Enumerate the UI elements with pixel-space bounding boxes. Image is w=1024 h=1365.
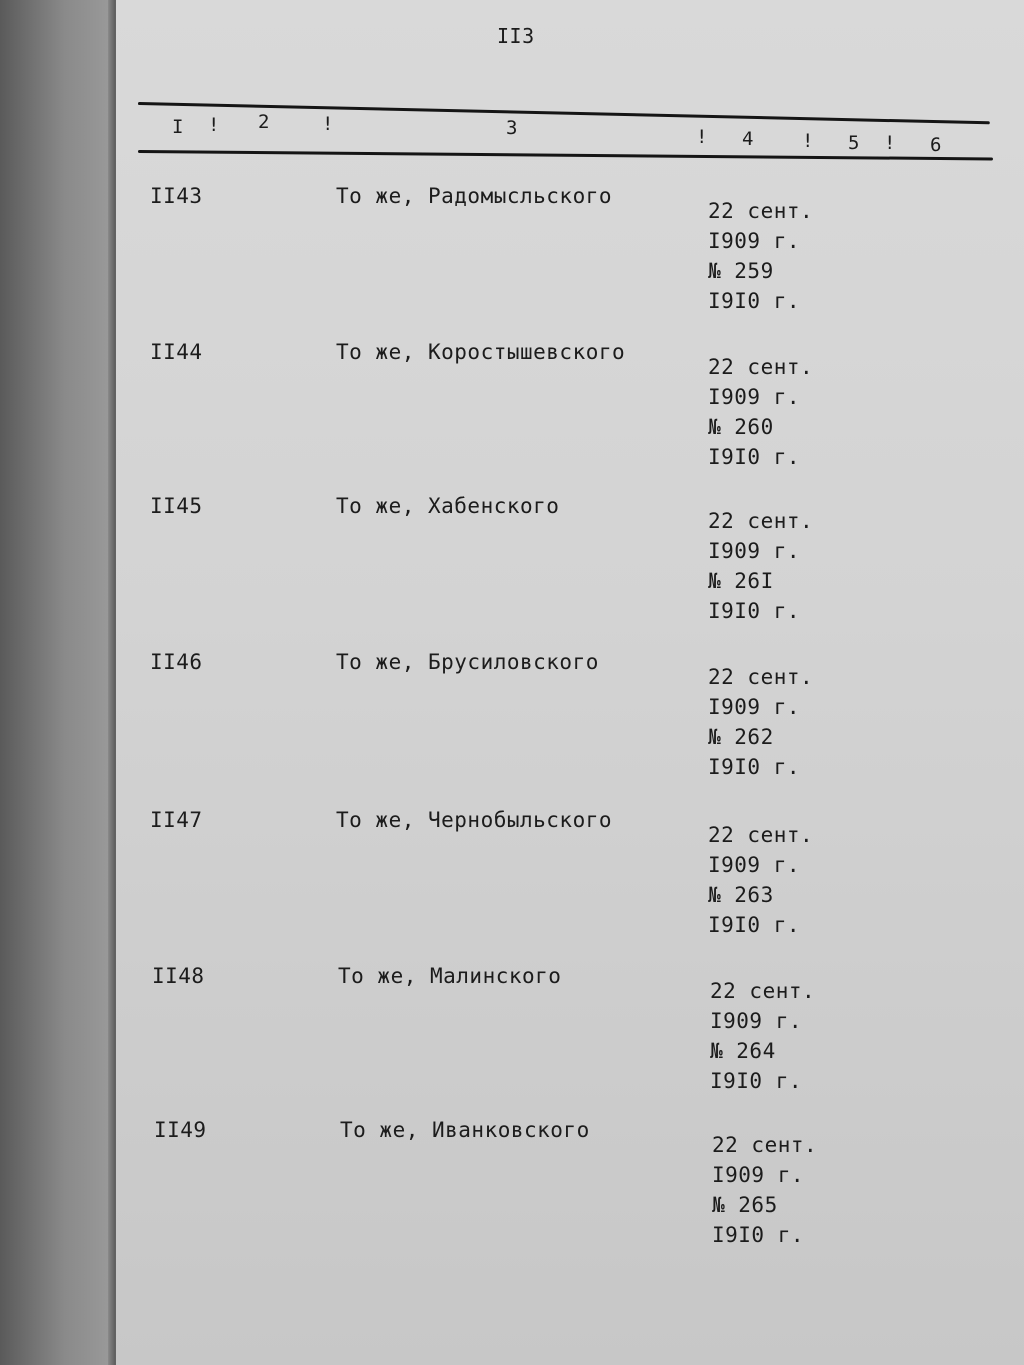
- header-col-6: 6: [930, 134, 942, 156]
- row-doc-number: № 260: [708, 415, 774, 439]
- row-number: II47: [150, 808, 203, 832]
- row-date-block: [708, 662, 813, 782]
- header-separator: !: [208, 114, 220, 136]
- row-description: То же, Малинского: [338, 964, 562, 988]
- row-end-year: I9I0 г.: [712, 1223, 805, 1247]
- header-separator: !: [322, 113, 334, 135]
- row-year: I909 г.: [708, 853, 801, 877]
- header-col-5: 5: [848, 132, 860, 154]
- row-date-block: [710, 976, 815, 1096]
- row-year: I909 г.: [712, 1163, 805, 1187]
- header-col-3: 3: [506, 117, 518, 139]
- row-doc-number: № 263: [708, 883, 774, 907]
- row-year: I909 г.: [708, 385, 801, 409]
- header-separator: !: [884, 132, 896, 154]
- row-end-year: I9I0 г.: [708, 913, 801, 937]
- row-date-block: [708, 506, 813, 626]
- row-date: 22 сент.: [708, 509, 814, 533]
- row-date: 22 сент.: [708, 199, 814, 223]
- row-date-block: [708, 820, 813, 940]
- row-description: То же, Брусиловского: [336, 650, 599, 674]
- row-description: То же, Чернобыльского: [336, 808, 613, 832]
- row-number: II48: [152, 964, 205, 988]
- row-date: 22 сент.: [708, 355, 814, 379]
- row-description: То же, Радомысльского: [336, 184, 613, 208]
- row-number: II49: [154, 1118, 207, 1142]
- row-number: II44: [150, 340, 203, 364]
- row-number: II46: [150, 650, 203, 674]
- row-doc-number: № 26I: [708, 569, 774, 593]
- row-doc-number: № 265: [712, 1193, 778, 1217]
- header-separator: !: [696, 126, 708, 148]
- row-doc-number: № 262: [708, 725, 774, 749]
- row-date: 22 сент.: [710, 979, 816, 1003]
- row-date: 22 сент.: [712, 1133, 818, 1157]
- facing-page: [0, 0, 118, 1365]
- row-doc-number: № 259: [708, 259, 774, 283]
- row-date-block: [712, 1130, 817, 1250]
- row-end-year: I9I0 г.: [708, 755, 801, 779]
- row-date-block: [708, 352, 813, 472]
- row-year: I909 г.: [708, 695, 801, 719]
- row-year: I909 г.: [708, 229, 801, 253]
- header-col-4: 4: [742, 128, 754, 150]
- row-end-year: I9I0 г.: [708, 445, 801, 469]
- row-year: I909 г.: [708, 539, 801, 563]
- row-number: II45: [150, 494, 203, 518]
- header-col-1: I: [172, 116, 184, 138]
- row-doc-number: № 264: [710, 1039, 776, 1063]
- row-date: 22 сент.: [708, 665, 814, 689]
- row-year: I909 г.: [710, 1009, 803, 1033]
- header-separator: !: [802, 130, 814, 152]
- row-end-year: I9I0 г.: [710, 1069, 803, 1093]
- row-number: II43: [150, 184, 203, 208]
- row-end-year: I9I0 г.: [708, 289, 801, 313]
- row-description: То же, Хабенского: [336, 494, 560, 518]
- header-col-2: 2: [258, 111, 270, 133]
- page-number: II3: [497, 24, 535, 48]
- row-end-year: I9I0 г.: [708, 599, 801, 623]
- row-description: То же, Иванковского: [340, 1118, 590, 1142]
- row-date: 22 сент.: [708, 823, 814, 847]
- row-date-block: [708, 196, 813, 316]
- row-description: То же, Коростышевского: [336, 340, 626, 364]
